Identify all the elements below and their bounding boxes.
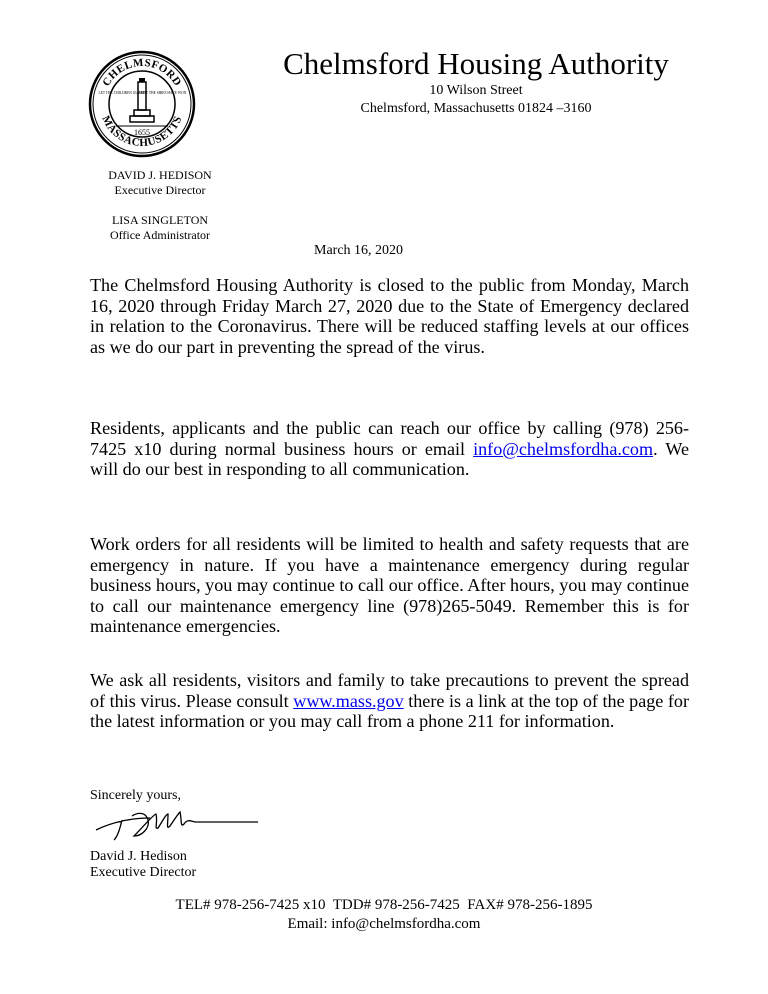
svg-text:WHAT THE SIRES HAVE WON: WHAT THE SIRES HAVE WON xyxy=(137,91,187,95)
email-link[interactable]: info@chelmsfordha.com xyxy=(473,438,654,459)
paragraph-work-orders: Work orders for all residents will be limited to health and safety requests that are emergency in nature. If you have a maintenance emergency during regular business hours, you may continue to call our office. After hours, you may continue to call our maintenance emergency line (978)265-5049. Remember this is for maintenance emergencies. xyxy=(90,534,689,637)
svg-text:MASSACHUSETTS: MASSACHUSETTS xyxy=(99,113,185,150)
staff-name: LISA SINGLETON xyxy=(111,213,209,227)
svg-text:LET THE CHILDREN GUARD: LET THE CHILDREN GUARD xyxy=(98,91,146,95)
signature-image xyxy=(92,800,262,844)
street-address: 10 Wilson Street xyxy=(429,83,523,98)
staff-executive-director xyxy=(90,168,230,198)
staff-title: Executive Director xyxy=(114,183,206,197)
staff-title: Office Administrator xyxy=(109,228,211,242)
svg-text:CHELMSFORD: CHELMSFORD xyxy=(100,56,184,89)
signer-title: Executive Director xyxy=(90,865,197,880)
organization-title: Chelmsford Housing Authority xyxy=(283,46,669,81)
paragraph-text: We ask all residents, visitors and family to take precautions to prevent the spread of this virus. Please consult xyxy=(90,670,689,711)
paragraph-closure-notice: The Chelmsford Housing Authority is closed to the public from Monday, March 16, 2020 through Friday March 27, 2020 due to the State of Emergency declared in relation to the Coronavirus. There will be reduced staffing levels at our offices as we do our part in preventing the spread of the virus. xyxy=(90,275,689,357)
town-seal-logo xyxy=(88,50,196,158)
staff-name: DAVID J. HEDISON xyxy=(108,168,212,182)
city-address: Chelmsford, Massachusetts 01824 –3160 xyxy=(360,101,592,116)
paragraph-text: Residents, applicants and the public can reach our office by calling (978) 256-7425 x10 during normal business hours or email xyxy=(90,418,689,459)
paragraph-text: there is a link at the top of the page for the latest information or you may call from a phone 211 for information. xyxy=(90,690,689,732)
mass-gov-link[interactable]: www.mass.gov xyxy=(293,690,404,711)
staff-office-administrator xyxy=(90,213,230,243)
paragraph-precautions xyxy=(90,670,689,732)
paragraph-contact xyxy=(90,418,689,480)
closing-salutation: Sincerely yours, xyxy=(90,788,181,803)
footer-email: Email: info@chelmsfordha.com xyxy=(287,916,481,932)
svg-text:1655: 1655 xyxy=(134,128,150,137)
letter-date: March 16, 2020 xyxy=(314,243,404,258)
paragraph-text: . We will do our best in responding to all communication. xyxy=(90,438,689,480)
footer-phone-numbers: TEL# 978-256-7425 x10 TDD# 978-256-7425 FAX# 978-256-1895 xyxy=(175,897,593,913)
signer-name: David J. Hedison xyxy=(90,849,187,864)
